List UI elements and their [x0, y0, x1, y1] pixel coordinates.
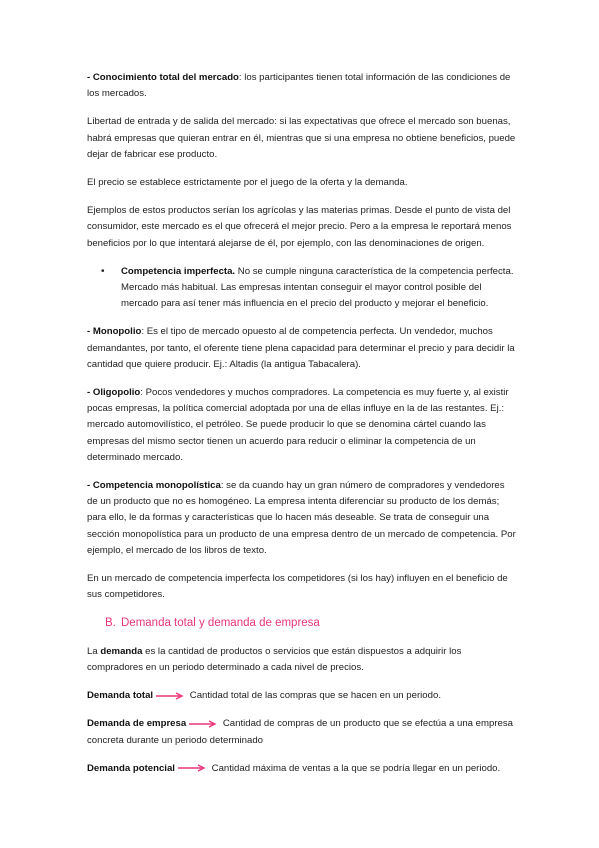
paragraph-demanda	[87, 644, 517, 676]
text-oligopolio: : Pocos vendedores y muchos compradores. La competencia es muy fuerte y, al existir pocas empresas, la política comercial adoptada por una de ellas influye en la de las restantes. Ej.: mercado automovilístico, el petróleo. Se puede producir lo que se denomina cártel cuando las empresas del mismo sector tienen un acuerdo para reducir o eliminar la competencia de un determinado mercado.	[87, 387, 509, 463]
definition-demanda-total	[87, 688, 517, 704]
paragraph-libertad: Libertad de entrada y de salida del mercado: si las expectativas que ofrece el mercado son buenas, habrá empresas que quieran entrar en él, mientras que si una empresa no obtiene beneficios, puede dejar de fabricar ese producto.	[87, 116, 516, 160]
term-demanda: demanda	[100, 645, 143, 657]
arrow-right-icon	[177, 764, 207, 772]
document-page	[87, 70, 517, 789]
paragraph-conocimiento	[87, 70, 517, 102]
term-competencia-monopolistica: - Competencia monopolística	[87, 480, 221, 492]
definition-demanda-empresa	[87, 716, 517, 748]
section-letter: B.	[105, 617, 116, 630]
text-demanda: es la cantidad de productos o servicios que están dispuestos a adquirir los compradores en un periodo determinado a cada nivel de precios.	[87, 645, 462, 673]
paragraph-competencia-monopolistica	[87, 478, 517, 559]
paragraph-competencia-imperfecta-efecto: En un mercado de competencia imperfecta los competidores (si los hay) influyen en el beneficio de sus competidores.	[87, 573, 508, 601]
text-competencia-monopolistica: : se da cuando hay un gran número de compradores y vendedores de un producto que no es homogéneo. La empresa intenta diferenciar su producto de los demás; para ello, le da formas y características que lo hacen más deseable. Se trata de conseguir una sección monopolística para un producto de una empresa dentro de un mercado de competencia. Por ejemplo, el mercado de los libros de texto.	[87, 480, 516, 556]
paragraph-monopolio	[87, 324, 517, 373]
term-demanda-empresa: Demanda de empresa	[87, 718, 187, 730]
term-oligopolio: - Oligopolio	[87, 387, 141, 399]
term-competencia-imperfecta: Competencia imperfecta.	[121, 265, 236, 277]
paragraph-oligopolio	[87, 385, 517, 466]
arrow-right-icon	[188, 720, 218, 728]
text-demanda-potencial: Cantidad máxima de ventas a la que se podría llegar en un periodo.	[208, 762, 501, 774]
term-conocimiento: - Conocimiento total del mercado	[87, 72, 239, 83]
section-title: Demanda total y demanda de empresa	[121, 617, 320, 630]
term-demanda-potencial: Demanda potencial	[87, 762, 175, 774]
bullet-competencia-imperfecta	[87, 264, 517, 313]
arrow-right-icon	[155, 692, 185, 700]
text-competencia-imperfecta: No se cumple ninguna característica de la competencia perfecta. Mercado más habitual. Las empresas intentan conseguir el mayor control posible del mercado para así tener más influencia en el precio del producto y mejorar el beneficio.	[121, 265, 514, 310]
term-demanda-total: Demanda total	[87, 690, 154, 702]
definition-demanda-potencial	[87, 761, 517, 777]
term-monopolio: - Monopolio	[87, 326, 142, 338]
paragraph-ejemplos: Ejemplos de estos productos serían los agrícolas y las materias primas. Desde el punto de vista del consumidor, este mercado es el que ofrecerá el mejor precio. Pero a la empresa le reportará menos beneficios por lo que intentará alejarse de él, por ejemplo, con las denominaciones de origen.	[87, 205, 512, 249]
bullet-icon: •	[101, 265, 105, 277]
text-demanda-pre: La	[87, 645, 101, 657]
paragraph-precio: El precio se establece estrictamente por el juego de la oferta y la demanda.	[87, 177, 408, 189]
text-conocimiento: : los participantes tienen total información de las condiciones de los mercados.	[87, 72, 511, 100]
section-heading	[87, 615, 517, 631]
text-demanda-total: Cantidad total de las compras que se hacen en un periodo.	[187, 690, 441, 702]
text-monopolio: : Es el tipo de mercado opuesto al de competencia perfecta. Un vendedor, muchos demandantes, por tanto, el oferente tiene plena capacidad para determinar el precio y para decidir la cantidad que quiere producir. Ej.: Altadis (la antigua Tabacalera).	[87, 326, 515, 370]
text-demanda-empresa: Cantidad de compras de un producto que se efectúa a una empresa concreta durante un periodo determinado	[87, 718, 513, 746]
